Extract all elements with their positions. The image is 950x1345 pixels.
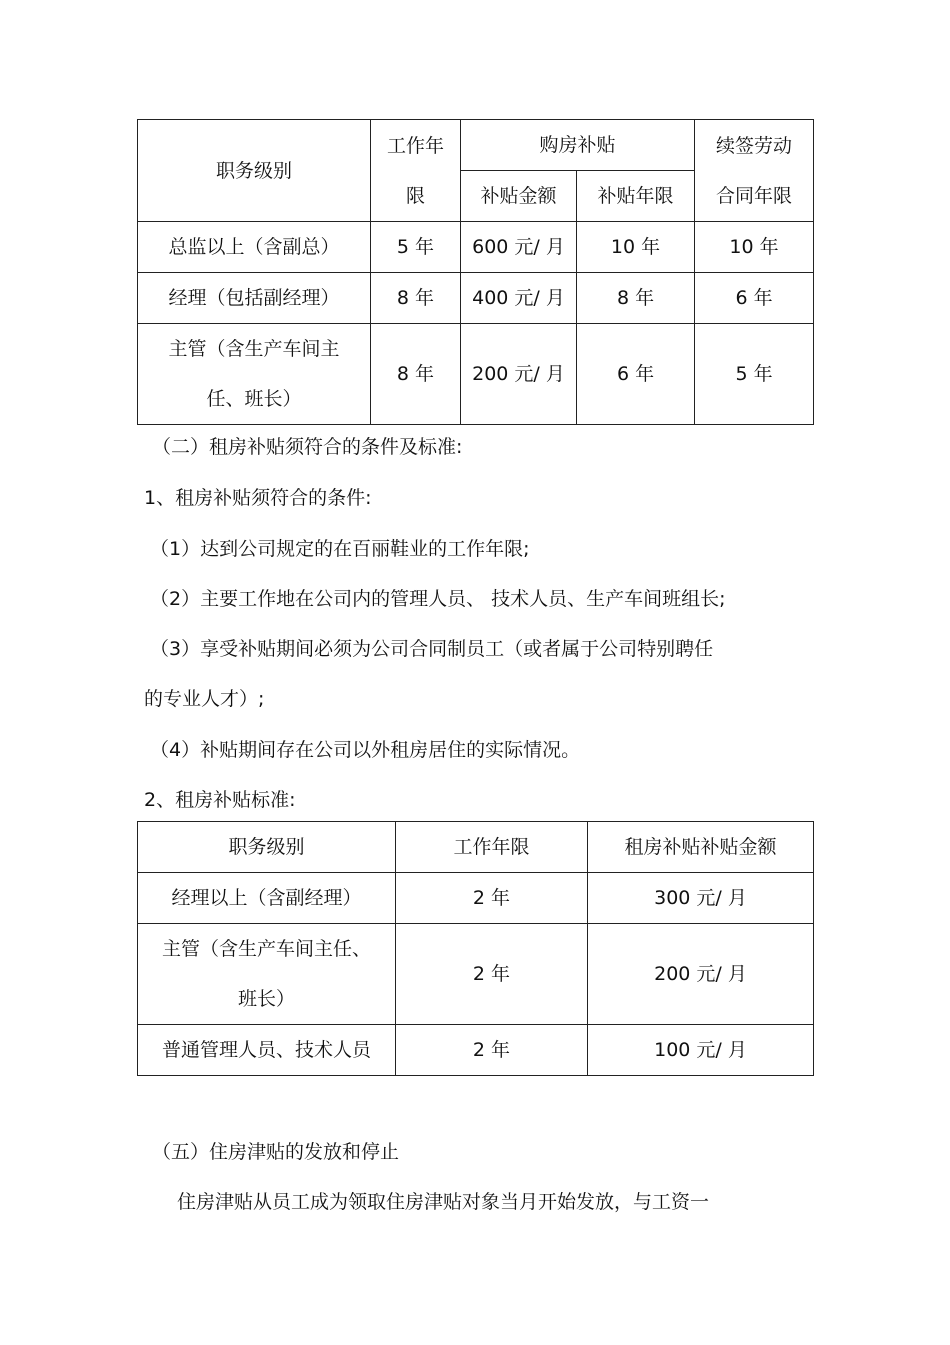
- table-row: [138, 324, 814, 425]
- cell-amount: 400 元/ 月: [461, 273, 577, 324]
- header-amount: 租房补贴补贴金额: [588, 822, 814, 873]
- cell-amount: 300 元/ 月: [588, 873, 814, 924]
- table-row: [138, 924, 814, 1025]
- cell-years: 2 年: [396, 1025, 588, 1076]
- standard-heading: 2、租房补贴标准:: [144, 789, 296, 811]
- table-row: [138, 273, 814, 324]
- header-period: 补贴年限: [577, 171, 695, 222]
- condition-3: （3）享受补贴期间必须为公司合同制员工（或者属于公司特别聘任: [150, 638, 714, 660]
- header-amount: 补贴金额: [461, 171, 577, 222]
- section2-heading: （二）租房补贴须符合的条件及标准:: [152, 436, 463, 458]
- cell-amount: 200 元/ 月: [461, 324, 577, 425]
- cell-years: 8 年: [371, 324, 461, 425]
- cell-amount: 100 元/ 月: [588, 1025, 814, 1076]
- cell-position: 普通管理人员、技术人员: [138, 1025, 396, 1076]
- cell-amount: 600 元/ 月: [461, 222, 577, 273]
- header-years: 工作年 限: [371, 120, 461, 222]
- table-row: [138, 873, 814, 924]
- condition-2: （2）主要工作地在公司内的管理人员、 技术人员、生产车间班组长;: [150, 588, 726, 610]
- header-years: 工作年限: [396, 822, 588, 873]
- condition-3-cont: 的专业人才）;: [144, 688, 265, 710]
- cell-period: 10 年: [577, 222, 695, 273]
- cell-position: 总监以上（含副总）: [138, 222, 371, 273]
- cell-years: 2 年: [396, 924, 588, 1025]
- header-position: 职务级别: [138, 120, 371, 222]
- conditions-heading: 1、租房补贴须符合的条件:: [144, 487, 372, 509]
- cell-amount: 200 元/ 月: [588, 924, 814, 1025]
- condition-1: （1）达到公司规定的在百丽鞋业的工作年限;: [150, 538, 530, 560]
- cell-renew: 10 年: [695, 222, 814, 273]
- cell-position: 主管（含生产车间主 任、班长）: [138, 324, 371, 425]
- cell-position: 经理（包括副经理）: [138, 273, 371, 324]
- header-purchase-subsidy: 购房补贴: [461, 120, 695, 171]
- table-row: [138, 1025, 814, 1076]
- rent-subsidy-table: [137, 821, 814, 1076]
- cell-renew: 6 年: [695, 273, 814, 324]
- purchase-subsidy-table: [137, 119, 814, 425]
- section5-heading: （五）住房津贴的发放和停止: [152, 1141, 400, 1163]
- cell-position: 主管（含生产车间主任、 班长）: [138, 924, 396, 1025]
- header-renew: 续签劳动 合同年限: [695, 120, 814, 222]
- cell-period: 6 年: [577, 324, 695, 425]
- cell-years: 8 年: [371, 273, 461, 324]
- cell-position: 经理以上（含副经理）: [138, 873, 396, 924]
- cell-years: 2 年: [396, 873, 588, 924]
- table-row: [138, 222, 814, 273]
- cell-years: 5 年: [371, 222, 461, 273]
- condition-4: （4）补贴期间存在公司以外租房居住的实际情况。: [150, 739, 581, 761]
- cell-renew: 5 年: [695, 324, 814, 425]
- cell-period: 8 年: [577, 273, 695, 324]
- section5-paragraph: 住房津贴从员工成为领取住房津贴对象当月开始发放，与工资一: [177, 1191, 710, 1213]
- header-position: 职务级别: [138, 822, 396, 873]
